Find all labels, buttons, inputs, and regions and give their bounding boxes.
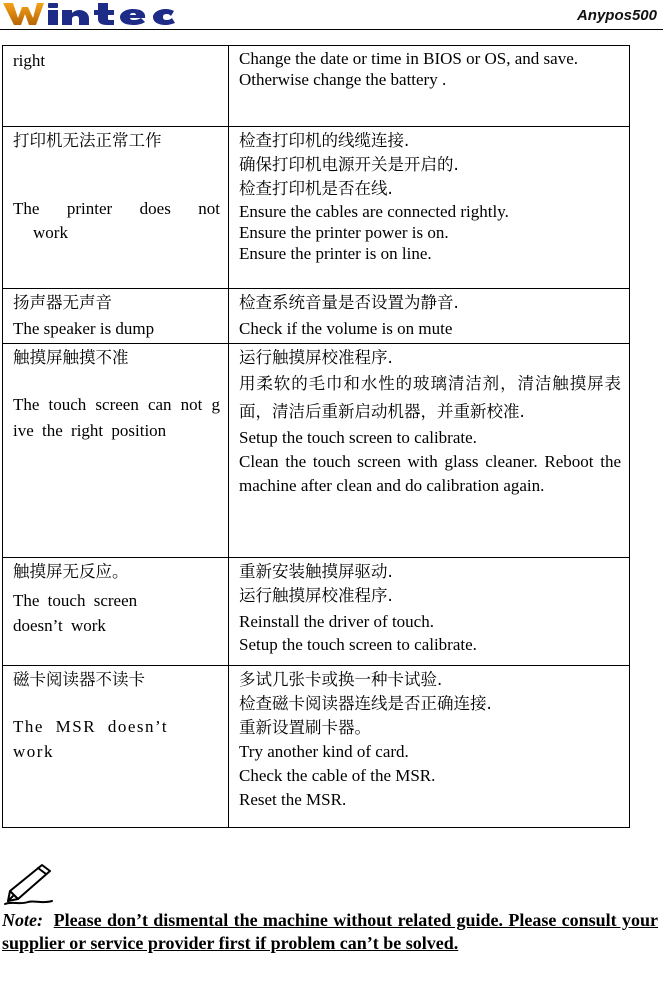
problem-zh: 触摸屏触摸不准	[13, 348, 129, 367]
problem-cell	[3, 558, 229, 666]
solution-en: Setup the touch screen to calibrate.	[239, 635, 477, 654]
solution-zh: 运行触摸屏校准程序.	[239, 586, 393, 605]
solution-en: Reset the MSR.	[239, 790, 347, 809]
note-paragraph	[2, 909, 658, 954]
table-row	[3, 46, 630, 127]
solution-en: Check the cable of the MSR.	[239, 766, 436, 785]
problem-cell	[3, 666, 229, 828]
pencil-note-icon	[2, 861, 56, 907]
problem-zh: 扬声器无声音	[13, 293, 112, 312]
solution-zh: 重新设置刷卡器。	[239, 718, 371, 737]
table-row	[3, 127, 630, 289]
solution-cell	[229, 558, 630, 666]
solution-zh: 多试几张卡或换一种卡试验.	[239, 670, 443, 689]
problem-en: The MSR doesn’t work	[13, 717, 169, 761]
solution-zh: 用柔软的毛巾和水性的玻璃清洁剂，清洁触摸屏表面，清洁后重新启动机器，并重新校准.	[239, 374, 621, 421]
solution-zh: 检查打印机的线缆连接.	[239, 131, 410, 150]
solution-en: Otherwise change the battery .	[239, 70, 447, 89]
problem-en: The touch screen doesn’t work	[13, 591, 138, 635]
solution-zh: 确保打印机电源开关是开启的.	[239, 155, 459, 174]
problem-en: right	[13, 51, 46, 70]
solution-cell	[229, 666, 630, 828]
problem-en: work	[33, 223, 68, 242]
problem-en: The printer does not	[13, 199, 220, 218]
solution-zh: 检查系统音量是否设置为静音.	[239, 293, 459, 312]
page-header	[0, 0, 663, 30]
solution-en: Clean the touch screen with glass cleaner. Reboot the machine after clean and do calibration again.	[239, 452, 621, 495]
problem-zh: 打印机无法正常工作	[13, 131, 162, 150]
problem-cell	[3, 344, 229, 558]
solution-en: Try another kind of card.	[239, 742, 409, 761]
problem-zh: 触摸屏无反应。	[13, 562, 129, 581]
solution-zh: 重新安装触摸屏驱动.	[239, 562, 393, 581]
table-row	[3, 289, 630, 344]
solution-cell	[229, 344, 630, 558]
table-row	[3, 666, 630, 828]
solution-en: Ensure the cables are connected rightly.	[239, 202, 509, 221]
problem-cell	[3, 46, 229, 127]
problem-zh: 磁卡阅读器不读卡	[13, 670, 145, 689]
problem-en: The speaker is dump	[13, 319, 155, 338]
solution-zh: 检查磁卡阅读器连线是否正确连接.	[239, 694, 492, 713]
solution-en: Reinstall the driver of touch.	[239, 612, 434, 631]
solution-en: Setup the touch screen to calibrate.	[239, 428, 477, 447]
problem-cell	[3, 289, 229, 344]
troubleshooting-table	[2, 45, 630, 828]
solution-cell	[229, 46, 630, 127]
solution-zh: 运行触摸屏校准程序.	[239, 348, 393, 367]
table-row	[3, 344, 630, 558]
note-text: Please don’t dismental the machine without related guide. Please consult your supplier or service provider first if problem can’t be solved.	[2, 910, 659, 953]
solution-zh: 检查打印机是否在线.	[239, 179, 393, 198]
problem-en: The touch screen can not give the right position	[13, 395, 220, 440]
solution-en: Ensure the printer is on line.	[239, 244, 432, 263]
problem-cell	[3, 127, 229, 289]
wintec-logo	[2, 1, 184, 27]
note-label: Note:	[2, 910, 43, 930]
solution-en: Ensure the printer power is on.	[239, 223, 449, 242]
header-rule	[0, 29, 663, 30]
table-row	[3, 558, 630, 666]
solution-cell	[229, 289, 630, 344]
product-name: Anypos500	[576, 7, 657, 24]
solution-en: Change the date or time in BIOS or OS, and save.	[239, 49, 578, 68]
solution-cell	[229, 127, 630, 289]
solution-en: Check if the volume is on mute	[239, 319, 453, 338]
